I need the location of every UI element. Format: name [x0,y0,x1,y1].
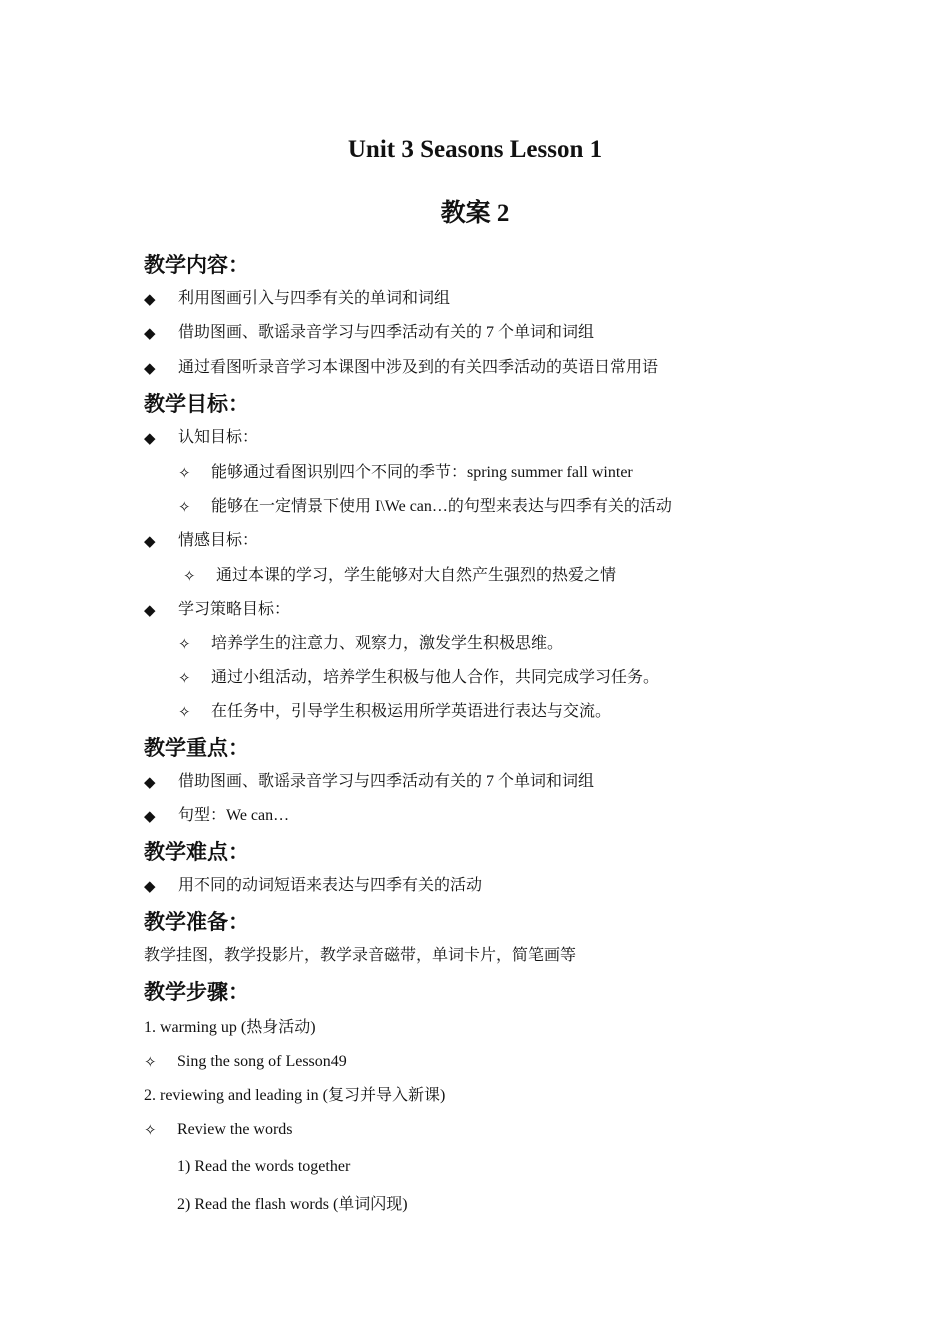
diamond-bullet-icon: ◆ [144,359,156,377]
step-title: 2. reviewing and leading in (复习并导入新课) [144,1087,446,1104]
document-title: Unit 3 Seasons Lesson 1 [347,136,603,163]
step-item: Sing the song of Lesson49 [177,1053,347,1070]
star-bullet-icon: ✧ [144,1053,157,1071]
content-item: 通过看图听录音学习本课图中涉及到的有关四季活动的英语日常用语 [178,359,659,376]
step-title: 1. warming up (热身活动) [144,1019,316,1036]
document-subtitle: 教案 2 [440,200,510,227]
step-item: Review the words [177,1121,293,1138]
content-item: 借助图画、歌谣录音学习与四季活动有关的 7 个单词和词组 [178,324,595,341]
star-bullet-icon: ✧ [178,703,191,721]
key-point-item: 句型：We can… [178,807,290,824]
diamond-bullet-icon: ◆ [144,532,156,550]
goal-category-label: 情感目标： [178,532,259,549]
section-heading-preparation: 教学准备： [144,910,249,934]
step-subitem: 1) Read the words together [177,1158,351,1175]
goal-category-label: 学习策略目标： [178,601,291,618]
goal-category-label: 认知目标： [178,429,259,446]
diamond-bullet-icon: ◆ [144,877,156,895]
step-subitem: 2) Read the flash words (单词闪现) [177,1196,408,1213]
section-heading-content: 教学内容： [144,253,249,277]
goal-item: 通过小组活动，培养学生积极与他人合作，共同完成学习任务。 [211,669,660,686]
star-bullet-icon: ✧ [178,635,191,653]
star-bullet-icon: ✧ [144,1121,157,1139]
section-heading-steps: 教学步骤： [144,980,249,1004]
goal-item: 能够通过看图识别四个不同的季节：spring summer fall winter [211,464,633,481]
star-bullet-icon: ✧ [178,498,191,516]
star-bullet-icon: ✧ [178,669,191,687]
diamond-bullet-icon: ◆ [144,601,156,619]
section-heading-key-points: 教学重点： [144,736,249,760]
section-heading-goals: 教学目标： [144,392,249,416]
diamond-bullet-icon: ◆ [144,773,156,791]
goal-item: 在任务中，引导学生积极运用所学英语进行表达与交流。 [211,703,612,720]
content-item: 利用图画引入与四季有关的单词和词组 [178,290,451,307]
goal-item: 能够在一定情景下使用 I\We can…的句型来表达与四季有关的活动 [211,498,672,515]
difficulty-item: 用不同的动词短语来表达与四季有关的活动 [178,877,483,894]
section-heading-difficulties: 教学难点： [144,840,249,864]
diamond-bullet-icon: ◆ [144,324,156,342]
key-point-item: 借助图画、歌谣录音学习与四季活动有关的 7 个单词和词组 [178,773,595,790]
preparation-text: 教学挂图，教学投影片，教学录音磁带，单词卡片，简笔画等 [144,947,577,964]
goal-item: 培养学生的注意力、观察力，激发学生积极思维。 [211,635,564,652]
goal-item: 通过本课的学习，学生能够对大自然产生强烈的热爱之情 [216,567,617,584]
star-bullet-icon: ✧ [178,464,191,482]
diamond-bullet-icon: ◆ [144,429,156,447]
diamond-bullet-icon: ◆ [144,290,156,308]
diamond-bullet-icon: ◆ [144,807,156,825]
star-bullet-icon: ✧ [183,567,196,585]
